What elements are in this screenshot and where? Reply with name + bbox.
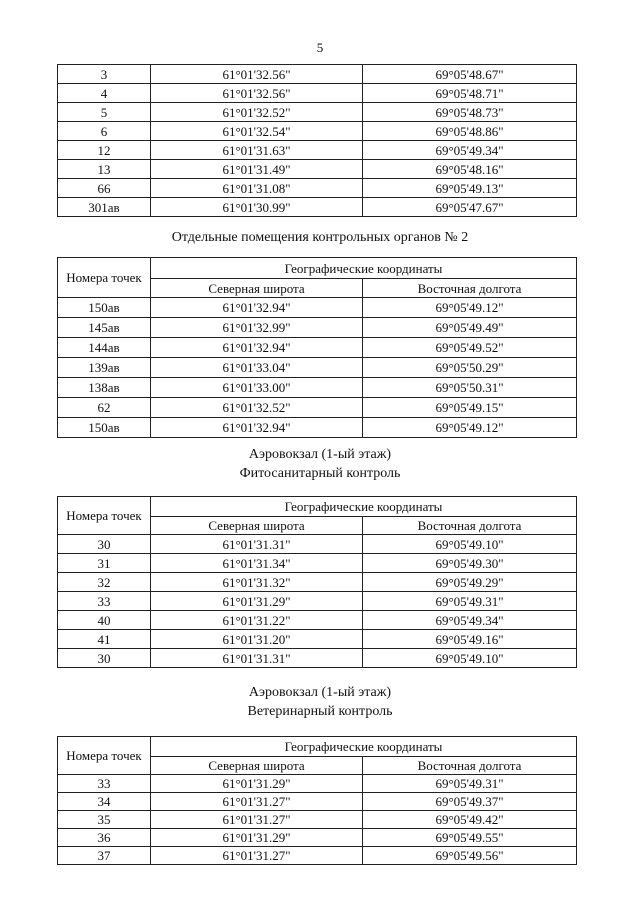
point-number-cell: 34 bbox=[58, 793, 151, 811]
table-row bbox=[58, 318, 577, 338]
table-row bbox=[58, 775, 577, 793]
table-row bbox=[58, 298, 577, 318]
point-number-cell: 5 bbox=[58, 103, 151, 122]
page-number: 5 bbox=[316, 40, 324, 55]
table-body bbox=[58, 65, 577, 217]
table-body bbox=[58, 535, 577, 668]
table-row bbox=[58, 829, 577, 847]
table-row bbox=[58, 649, 577, 668]
point-number-cell: 41 bbox=[58, 630, 151, 649]
point-number-cell: 33 bbox=[58, 775, 151, 793]
longitude-cell: 69°05'49.34" bbox=[363, 611, 577, 630]
point-number-cell: 4 bbox=[58, 84, 151, 103]
table-row bbox=[58, 358, 577, 378]
longitude-cell: 69°05'50.31" bbox=[363, 378, 577, 398]
longitude-cell: 69°05'49.29" bbox=[363, 573, 577, 592]
latitude-cell: 61°01'31.29" bbox=[151, 775, 363, 793]
latitude-cell: 61°01'31.20" bbox=[151, 630, 363, 649]
header-longitude: Восточная долгота bbox=[363, 279, 577, 298]
longitude-cell: 69°05'49.42" bbox=[363, 811, 577, 829]
table-body bbox=[58, 298, 577, 438]
table-body bbox=[58, 775, 577, 865]
table-row bbox=[58, 378, 577, 398]
table-row bbox=[58, 573, 577, 592]
latitude-cell: 61°01'30.99" bbox=[151, 198, 363, 217]
latitude-cell: 61°01'33.04" bbox=[151, 358, 363, 378]
latitude-cell: 61°01'32.52" bbox=[151, 103, 363, 122]
table-row bbox=[58, 535, 577, 554]
point-number-cell: 35 bbox=[58, 811, 151, 829]
longitude-cell: 69°05'49.31" bbox=[363, 775, 577, 793]
latitude-cell: 61°01'32.56" bbox=[151, 65, 363, 84]
point-number-cell: 37 bbox=[58, 847, 151, 865]
latitude-cell: 61°01'32.52" bbox=[151, 398, 363, 418]
longitude-cell: 69°05'49.37" bbox=[363, 793, 577, 811]
section-title-terminal: Аэровокзал (1-ый этаж) bbox=[248, 447, 392, 462]
header-latitude: Северная широта bbox=[151, 279, 363, 298]
longitude-cell: 69°05'49.30" bbox=[363, 554, 577, 573]
table-row bbox=[58, 611, 577, 630]
table-row bbox=[58, 592, 577, 611]
longitude-cell: 69°05'49.16" bbox=[363, 630, 577, 649]
table-row bbox=[58, 847, 577, 865]
longitude-cell: 69°05'48.73" bbox=[363, 103, 577, 122]
longitude-cell: 69°05'49.49" bbox=[363, 318, 577, 338]
header-longitude: Восточная долгота bbox=[363, 757, 577, 775]
header-points: Номера точек bbox=[58, 258, 151, 298]
point-number-cell: 138ав bbox=[58, 378, 151, 398]
table-row bbox=[58, 65, 577, 84]
table-row bbox=[58, 122, 577, 141]
header-points: Номера точек bbox=[58, 497, 151, 535]
point-number-cell: 13 bbox=[58, 160, 151, 179]
header-points: Номера точек bbox=[58, 737, 151, 775]
longitude-cell: 69°05'48.16" bbox=[363, 160, 577, 179]
point-number-cell: 40 bbox=[58, 611, 151, 630]
latitude-cell: 61°01'31.32" bbox=[151, 573, 363, 592]
longitude-cell: 69°05'49.31" bbox=[363, 592, 577, 611]
point-number-cell: 36 bbox=[58, 829, 151, 847]
latitude-cell: 61°01'32.54" bbox=[151, 122, 363, 141]
header-geo-coordinates: Географические координаты bbox=[151, 258, 577, 279]
latitude-cell: 61°01'31.27" bbox=[151, 793, 363, 811]
latitude-cell: 61°01'31.27" bbox=[151, 811, 363, 829]
latitude-cell: 61°01'33.00" bbox=[151, 378, 363, 398]
latitude-cell: 61°01'31.29" bbox=[151, 829, 363, 847]
table-row bbox=[58, 84, 577, 103]
section-title-control-rooms: Отдельные помещения контрольных органов № 2 bbox=[171, 230, 469, 245]
longitude-cell: 69°05'48.86" bbox=[363, 122, 577, 141]
table-row bbox=[58, 398, 577, 418]
coordinates-table-control-rooms bbox=[57, 257, 577, 438]
longitude-cell: 69°05'49.52" bbox=[363, 338, 577, 358]
latitude-cell: 61°01'31.27" bbox=[151, 847, 363, 865]
table-row bbox=[58, 141, 577, 160]
point-number-cell: 144ав bbox=[58, 338, 151, 358]
point-number-cell: 31 bbox=[58, 554, 151, 573]
table-row bbox=[58, 793, 577, 811]
point-number-cell: 3 bbox=[58, 65, 151, 84]
latitude-cell: 61°01'32.94" bbox=[151, 418, 363, 438]
latitude-cell: 61°01'31.34" bbox=[151, 554, 363, 573]
longitude-cell: 69°05'49.12" bbox=[363, 298, 577, 318]
longitude-cell: 69°05'50.29" bbox=[363, 358, 577, 378]
point-number-cell: 12 bbox=[58, 141, 151, 160]
latitude-cell: 61°01'32.94" bbox=[151, 298, 363, 318]
table-row bbox=[58, 160, 577, 179]
header-latitude: Северная широта bbox=[151, 517, 363, 535]
longitude-cell: 69°05'49.15" bbox=[363, 398, 577, 418]
point-number-cell: 150ав bbox=[58, 418, 151, 438]
latitude-cell: 61°01'31.31" bbox=[151, 649, 363, 668]
longitude-cell: 69°05'49.10" bbox=[363, 535, 577, 554]
point-number-cell: 6 bbox=[58, 122, 151, 141]
point-number-cell: 301ав bbox=[58, 198, 151, 217]
section-title-terminal: Аэровокзал (1-ый этаж) bbox=[248, 685, 392, 700]
header-geo-coordinates: Географические координаты bbox=[151, 737, 577, 757]
table-row bbox=[58, 198, 577, 217]
latitude-cell: 61°01'31.63" bbox=[151, 141, 363, 160]
table-row bbox=[58, 103, 577, 122]
point-number-cell: 145ав bbox=[58, 318, 151, 338]
latitude-cell: 61°01'31.49" bbox=[151, 160, 363, 179]
header-geo-coordinates: Географические координаты bbox=[151, 497, 577, 517]
latitude-cell: 61°01'32.99" bbox=[151, 318, 363, 338]
section-title-phytosanitary: Фитосанитарный контроль bbox=[239, 466, 401, 481]
point-number-cell: 32 bbox=[58, 573, 151, 592]
point-number-cell: 139ав bbox=[58, 358, 151, 378]
header-longitude: Восточная долгота bbox=[363, 517, 577, 535]
table-row bbox=[58, 179, 577, 198]
latitude-cell: 61°01'31.31" bbox=[151, 535, 363, 554]
point-number-cell: 30 bbox=[58, 535, 151, 554]
coordinates-table-phytosanitary bbox=[57, 496, 577, 668]
table-row bbox=[58, 338, 577, 358]
latitude-cell: 61°01'31.29" bbox=[151, 592, 363, 611]
header-latitude: Северная широта bbox=[151, 757, 363, 775]
table-row bbox=[58, 418, 577, 438]
longitude-cell: 69°05'48.71" bbox=[363, 84, 577, 103]
longitude-cell: 69°05'49.12" bbox=[363, 418, 577, 438]
longitude-cell: 69°05'49.10" bbox=[363, 649, 577, 668]
latitude-cell: 61°01'32.94" bbox=[151, 338, 363, 358]
point-number-cell: 30 bbox=[58, 649, 151, 668]
section-title-veterinary: Ветеринарный контроль bbox=[247, 704, 393, 719]
table-row bbox=[58, 811, 577, 829]
point-number-cell: 33 bbox=[58, 592, 151, 611]
point-number-cell: 66 bbox=[58, 179, 151, 198]
table-row bbox=[58, 554, 577, 573]
longitude-cell: 69°05'49.34" bbox=[363, 141, 577, 160]
latitude-cell: 61°01'31.08" bbox=[151, 179, 363, 198]
latitude-cell: 61°01'31.22" bbox=[151, 611, 363, 630]
coordinates-table-veterinary bbox=[57, 736, 577, 865]
coordinates-table-continued bbox=[57, 64, 577, 217]
longitude-cell: 69°05'48.67" bbox=[363, 65, 577, 84]
longitude-cell: 69°05'49.55" bbox=[363, 829, 577, 847]
longitude-cell: 69°05'49.56" bbox=[363, 847, 577, 865]
longitude-cell: 69°05'49.13" bbox=[363, 179, 577, 198]
point-number-cell: 62 bbox=[58, 398, 151, 418]
longitude-cell: 69°05'47.67" bbox=[363, 198, 577, 217]
point-number-cell: 150ав bbox=[58, 298, 151, 318]
latitude-cell: 61°01'32.56" bbox=[151, 84, 363, 103]
table-row bbox=[58, 630, 577, 649]
